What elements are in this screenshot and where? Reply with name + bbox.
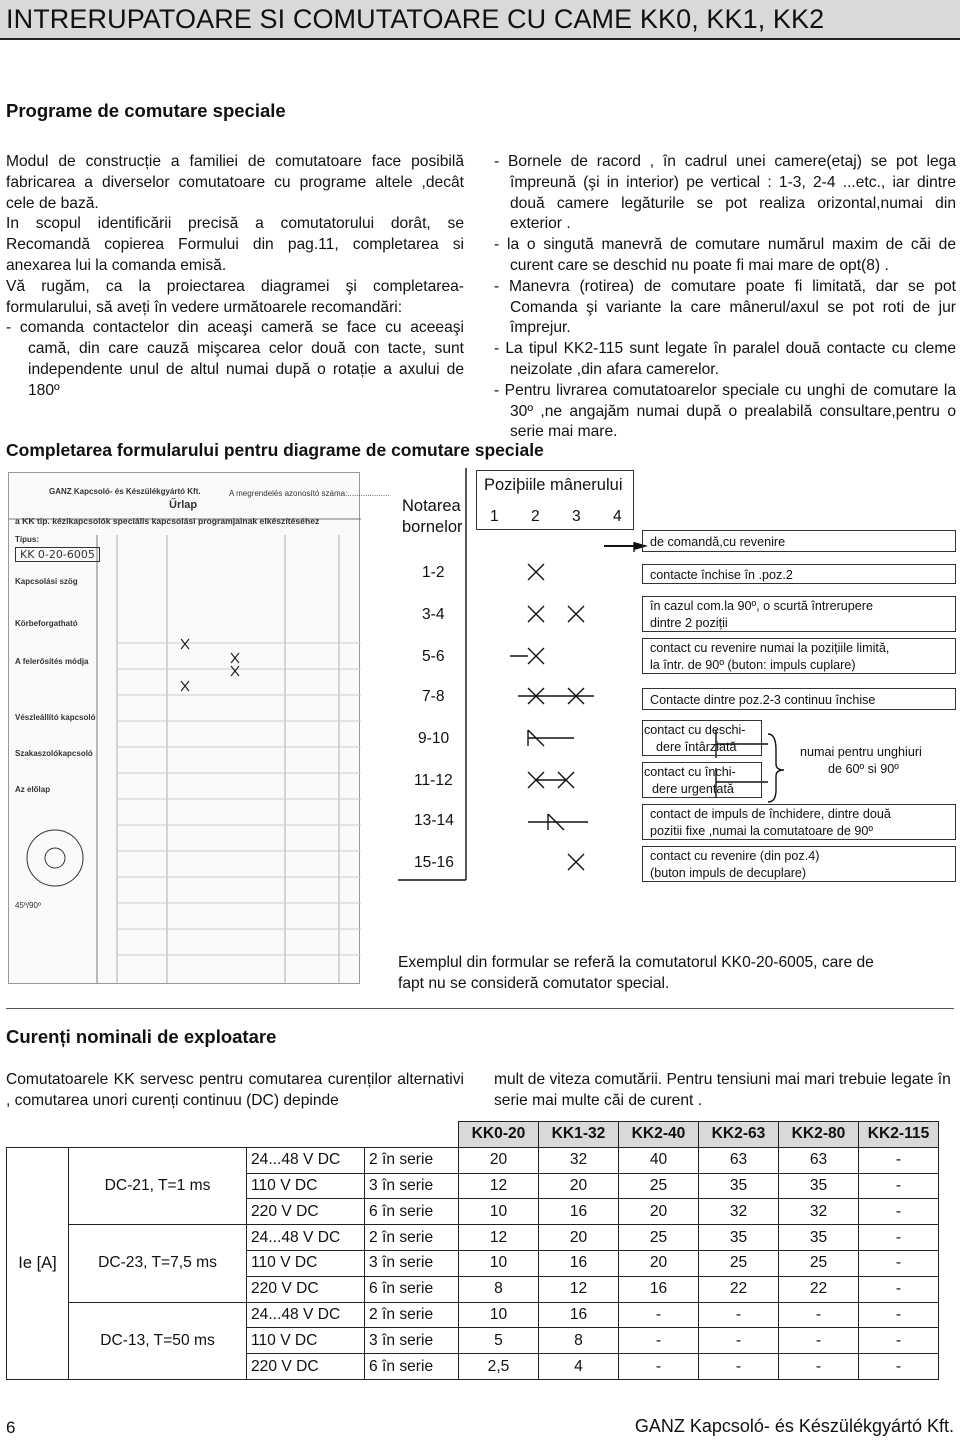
value-cell: 25 [699,1250,779,1276]
form-field: Kapcsolási szög [15,577,78,586]
value-cell: 32 [539,1147,619,1173]
voltage-cell: 110 V DC [247,1328,365,1354]
position-label: 3 [572,508,581,525]
form-title: Űrlap [169,499,198,511]
value-cell: 35 [779,1225,859,1251]
section-heading-nominal-currents: Curenți nominali de exploatare [6,1026,277,1047]
table-corner-cell [7,1122,459,1148]
table-header-row [7,1122,939,1148]
series-cell: 6 în serie [365,1354,459,1380]
voltage-cell: 220 V DC [247,1276,365,1302]
form-type-label: Típus: [15,535,39,544]
form-angle: 45º/90º [15,901,41,910]
value-cell: - [859,1199,939,1225]
terminal-row: 9-10 [418,730,450,747]
form-order-id: A megrendelés azonosító száma:................... [229,489,390,498]
legend-description: contact cu revenire numai la pozițiile limită, [650,641,890,655]
value-cell: - [859,1302,939,1328]
value-cell: 20 [539,1225,619,1251]
legend-description: în cazul com.la 90º, o scurtă întrerupere [650,599,873,613]
value-cell: 5 [459,1328,539,1354]
paragraph: - La tipul KK2-115 sunt legate în paralel două contacte cu cleme neizolate ,din afara camerelor. [494,340,956,378]
value-cell: - [859,1354,939,1380]
legend-description: dere întârziată [656,740,737,754]
value-cell: - [699,1354,779,1380]
paragraph: Vă rugăm, ca la proiectarea diagramei şi completarea-formularului, să aveți în vedere următoarele recomandări: [6,277,464,316]
value-cell: 10 [459,1302,539,1328]
legend-description: contacte închise în .poz.2 [650,568,793,582]
column-header: KK2-63 [699,1122,779,1148]
legend-description: contact cu închi- [644,765,736,779]
column-header: KK0-20 [459,1122,539,1148]
legend-description: contact cu revenire (din poz.4) [650,849,820,863]
table-row [7,1225,939,1251]
table-row [7,1147,939,1173]
legend-description: dintre 2 poziții [650,616,728,630]
value-cell: 20 [619,1199,699,1225]
form-type-value: KK 0-20-6005 [15,547,100,562]
value-cell: 16 [619,1276,699,1302]
value-cell: 25 [619,1173,699,1199]
value-cell: 22 [779,1276,859,1302]
value-cell: 10 [459,1199,539,1225]
series-cell: 3 în serie [365,1173,459,1199]
value-cell: 20 [459,1147,539,1173]
paragraph: - la o singută manevră de comutare numărul maxim de căi de curent care se deschid nu poate fi mai mare de opt(8) . [494,236,956,274]
form-field: Az előlap [15,785,51,794]
legend-column-header: Notarea bornelor [402,497,463,536]
positions-header: Poziþiile mânerului [484,476,623,494]
voltage-cell: 24...48 V DC [247,1302,365,1328]
legend-description: numai pentru unghiuri [800,745,922,759]
value-cell: - [779,1302,859,1328]
category-label: DC-21, T=1 ms [69,1147,247,1224]
current-ratings-table [6,1121,939,1380]
voltage-cell: 24...48 V DC [247,1147,365,1173]
value-cell: - [619,1302,699,1328]
form-field: A felerősítés módja [15,657,89,666]
voltage-cell: 220 V DC [247,1354,365,1380]
divider [6,1008,954,1009]
value-cell: 20 [539,1173,619,1199]
value-cell: 63 [779,1147,859,1173]
voltage-cell: 110 V DC [247,1250,365,1276]
paragraph: - comanda contactelor din aceaşi cameră se face cu aceeaşi camă, din care cauză mişcarea celor două con tacte, sunt independente unul de altul numai după o rotație a axului de 180º [6,319,464,399]
value-cell: 32 [699,1199,779,1225]
contact-legend [398,468,958,888]
value-cell: - [779,1354,859,1380]
value-cell: - [859,1250,939,1276]
value-cell: - [779,1328,859,1354]
value-cell: - [699,1302,779,1328]
left-column-text [6,152,464,402]
order-form-image [8,472,390,984]
value-cell: 10 [459,1250,539,1276]
table-row [7,1302,939,1328]
value-cell: - [859,1147,939,1173]
value-cell: 35 [699,1173,779,1199]
position-label: 1 [490,508,499,525]
terminal-row: 3-4 [422,606,445,623]
column-header: KK2-40 [619,1122,699,1148]
currents-text-left: Comutatoarele KK servesc pentru comutarea curenților alternativi , comutarea unori curenți continuu (DC) depinde [6,1071,464,1109]
value-cell: 4 [539,1354,619,1380]
position-label: 2 [531,508,540,525]
series-cell: 6 în serie [365,1276,459,1302]
value-cell: 22 [699,1276,779,1302]
form-field: Vészleállító kapcsoló [15,713,96,722]
series-cell: 2 în serie [365,1225,459,1251]
page-number: 6 [6,1418,16,1437]
form-company: GANZ Kapcsoló- és Készülékgyártó Kft. [49,487,201,496]
value-cell: 16 [539,1302,619,1328]
value-cell: 8 [539,1328,619,1354]
series-cell: 3 în serie [365,1328,459,1354]
column-header: KK1-32 [539,1122,619,1148]
legend-description: la într. de 90º (buton: impuls cuplare) [650,658,856,672]
example-note: Exemplul din formular se referă la comutatorul KK0-20-6005, care de fapt nu se consideră comutator special. [398,954,874,992]
value-cell: - [699,1328,779,1354]
paragraph: - Bornele de racord , în cadrul unei camere(etaj) se pot lega împreună (şi in interior) pe vertical : 1-3, 2-4 ...etc., iar dintre două camere legăturile se pot realiza orizontal,numai din exterior . [494,153,956,233]
paragraph: - Manevra (rotirea) de comutare poate fi limitată, dar se pot Comanda şi variante la care mânerul/axul se pot roti de jur împrejur. [494,277,956,337]
value-cell: - [859,1328,939,1354]
column-header: KK2-80 [779,1122,859,1148]
value-cell: 35 [699,1225,779,1251]
category-label: DC-23, T=7,5 ms [69,1225,247,1302]
legend-description: (buton impuls de decuplare) [650,866,807,880]
legend-description: contact cu deschi- [644,723,746,737]
value-cell: 16 [539,1250,619,1276]
value-cell: 16 [539,1199,619,1225]
section-heading-special-programs: Programe de comutare speciale [6,100,286,121]
currents-text-right: mult de viteza comutării. Pentru tensiuni mai mari trebuie legate în serie mai multe căi de curent . [494,1071,951,1109]
footer-company: GANZ Kapcsoló- és Készülékgyártó Kft. [634,1416,954,1436]
legend-description: pozitii fixe ,numai la comutatoare de 90º [650,824,874,838]
value-cell: 35 [779,1173,859,1199]
value-cell: 25 [779,1250,859,1276]
position-label: 4 [613,508,622,525]
value-cell: 32 [779,1199,859,1225]
value-cell: 12 [459,1173,539,1199]
terminal-row: 1-2 [422,564,445,581]
paragraph: - Pentru livrarea comutatoarelor speciale cu unghi de comutare la 30º ,ne angajăm numai după o prealabilă consultare,pentru o serie mai mare. [494,381,956,441]
series-cell: 2 în serie [365,1147,459,1173]
value-cell: 25 [619,1225,699,1251]
value-cell: 12 [539,1276,619,1302]
terminal-row: 5-6 [422,648,445,665]
row-group-label: Ie [A] [7,1147,69,1379]
legend-description: de 60º si 90º [828,762,899,776]
value-cell: - [619,1354,699,1380]
category-label: DC-13, T=50 ms [69,1302,247,1379]
paragraph: In scopul identificării precisă a comutatorului dorât, se Recomandă copierea Formului din pag.11, completarea si anexarea lui la comanda emisă. [6,215,464,274]
value-cell: 8 [459,1276,539,1302]
value-cell: - [859,1225,939,1251]
form-subtitle: a KK tip. kézikapcsolók speciális kapcsolási programjainak elkészítéséhez [15,516,320,526]
terminal-row: 7-8 [422,688,445,705]
terminal-row: 13-14 [414,812,454,829]
series-cell: 6 în serie [365,1199,459,1225]
value-cell: - [859,1173,939,1199]
series-cell: 2 în serie [365,1302,459,1328]
series-cell: 3 în serie [365,1250,459,1276]
legend-description: de comandă,cu revenire [650,535,786,549]
terminal-row: 11-12 [414,772,453,789]
column-header: KK2-115 [859,1122,939,1148]
right-column-text [494,152,956,443]
form-field: Körbeforgatható [15,619,78,628]
legend-description: Contacte dintre poz.2-3 continuu închise [650,693,876,707]
value-cell: 40 [619,1147,699,1173]
value-cell: 63 [699,1147,779,1173]
value-cell: 20 [619,1250,699,1276]
voltage-cell: 220 V DC [247,1199,365,1225]
form-heading: Completarea formularului pentru diagrame de comutare speciale [6,440,544,460]
page-title: INTRERUPATOARE SI COMUTATOARE CU CAME KK0, KK1, KK2 [6,4,825,34]
voltage-cell: 110 V DC [247,1173,365,1199]
value-cell: 2,5 [459,1354,539,1380]
voltage-cell: 24...48 V DC [247,1225,365,1251]
paragraph: Modul de construcție a familiei de comutatoare face posibilă fabricarea a diverselor comutatoare cu programe altele ,decât cele de bază. [6,153,464,212]
terminal-row: 15-16 [414,854,454,871]
legend-description: dere urgentată [652,782,734,796]
value-cell: 12 [459,1225,539,1251]
legend-description: contact de impuls de închidere, dintre două [650,807,891,821]
value-cell: - [619,1328,699,1354]
form-field: Szakaszolókapcsoló [15,749,93,758]
value-cell: - [859,1276,939,1302]
